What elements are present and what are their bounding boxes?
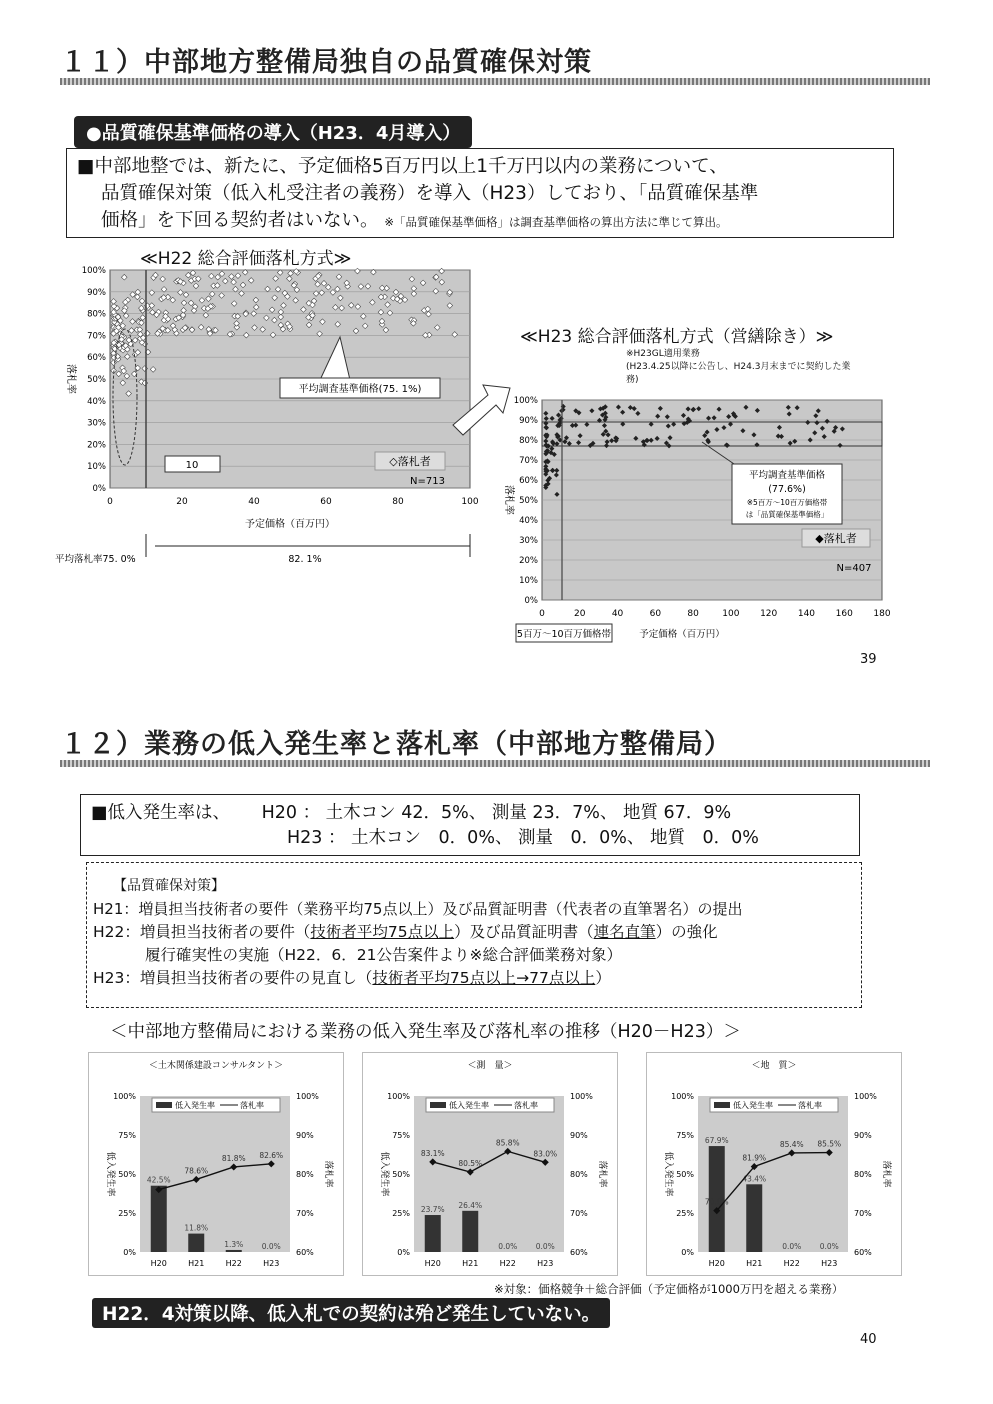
h23-y-tick: 50% (519, 496, 538, 506)
combo-bar-label: 42.5% (146, 1175, 171, 1185)
combo-line-label: 85.5% (817, 1139, 842, 1149)
rate-box (80, 794, 860, 856)
h22-y-tick: 80% (87, 309, 106, 320)
h23-note-3: 務) (626, 375, 639, 385)
combo-legend-bar: 低入発生率 (733, 1101, 773, 1110)
intro-line-2: 品質確保対策（低入札受注者の義務）を導入（H23）しており、「品質確保基準 (101, 183, 759, 204)
intro-line-3 (77, 207, 883, 236)
combo-legend-bar-swatch (430, 1102, 446, 1108)
page-title-12: １２）業務の低入発生率と落札率（中部地方整備局） (60, 729, 732, 760)
h23-title: ≪H23 総合評価落札方式（営繕除き）≫ (520, 327, 834, 347)
h23-y-tick: 10% (519, 576, 538, 586)
combo-y2-label: 落札率 (881, 1160, 891, 1188)
combo-y-tick: 0% (681, 1248, 694, 1257)
h23-y-tick: 80% (519, 436, 538, 446)
h23-y-tick: 70% (519, 456, 538, 466)
h22-x-tick: 80 (392, 497, 404, 507)
rate-h20: H20 ： 土木コン 42．5%、 測量 23．7%、 地質 67．9% (261, 803, 732, 823)
combo-y-tick: 0% (397, 1248, 410, 1257)
combo-line-label: 82.6% (259, 1150, 284, 1160)
combo-x-tick: H21 (188, 1259, 205, 1268)
page-number-40: 40 (860, 1332, 877, 1347)
measures-box (86, 862, 862, 1008)
combo-line-label: 81.8% (221, 1153, 246, 1163)
combo-x-tick: H21 (462, 1259, 479, 1268)
intro-box (66, 148, 894, 238)
combo-y2-tick: 80% (296, 1170, 314, 1179)
combo-bar-label: 43.4% (742, 1174, 767, 1184)
combo-bar (188, 1234, 204, 1252)
h22-y-tick: 60% (87, 353, 106, 364)
h23-chart (492, 394, 892, 650)
measure-h22-underline-2: 連名直筆 (593, 923, 656, 941)
combo-bar-label: 0.0% (261, 1242, 281, 1251)
measure-h22: H22：増員担当技術者の要件（技術者平均75点以上）及び品質証明書（連名直筆）の強化 (93, 923, 718, 941)
measure-h22-line2: 履行確実性の実施（H22．6．21公告案件より※総合評価業務対象） (145, 946, 622, 964)
combo-legend-line: 落札率 (514, 1101, 538, 1110)
combo-bar-label: 67.9% (704, 1136, 729, 1146)
page-title-11: １１）中部地方整備局独自の品質確保対策 (60, 47, 592, 78)
combo-line-label: 83.0% (533, 1149, 558, 1159)
combo-y-tick: 0% (123, 1248, 136, 1257)
rate-h23: H23 ： 土木コン 0．0%、 測量 0．0%、 地質 0．0% (287, 828, 759, 848)
h23-y-tick: 40% (519, 516, 538, 526)
combo-x-tick: H22 (499, 1259, 516, 1268)
combo-y-label: 低入発生率 (105, 1151, 115, 1197)
combo-y2-label: 落札率 (323, 1160, 333, 1188)
h23-x-label: 予定価格（百万円） (639, 629, 725, 640)
intro-note: ※「品質確保基準価格」は調査基準価格の算出方法に準じて算出。 (384, 215, 728, 229)
h23-x-tick: 80 (687, 609, 699, 619)
combo-y-tick: 100% (671, 1092, 694, 1101)
combo-line-label: 83.1% (420, 1148, 445, 1158)
h23-y-tick: 100% (513, 396, 538, 406)
h23-note-1: ※H23GL適用業務 (626, 349, 700, 359)
combo-y2-tick: 70% (296, 1209, 314, 1218)
measures-head: 【品質確保対策】 (113, 878, 225, 894)
combo-y2-tick: 100% (854, 1092, 877, 1101)
combo-legend-bar-swatch (714, 1102, 730, 1108)
h22-marker-label: 10 (185, 460, 199, 471)
combo-y2-tick: 60% (854, 1248, 872, 1257)
h23-x-tick: 160 (835, 609, 853, 619)
h22-n: N=713 (410, 476, 445, 487)
combo-y-label: 低入発生率 (663, 1151, 673, 1197)
h22-callout: 平均調査基準価格(75. 1%) (298, 384, 422, 395)
h22-x-tick: 20 (176, 497, 188, 507)
combo-bar-label: 26.4% (458, 1200, 483, 1210)
h23-n: N=407 (836, 563, 872, 574)
h23-callout-3: ※5百万～10百万価格帯 (746, 498, 828, 507)
measure-h21: H21：増員担当技術者の要件（業務平均75点以上）及び品質証明書（代表者の直筆署名）の提出 (93, 900, 743, 918)
combo-x-tick: H20 (708, 1259, 725, 1268)
combo-y2-tick: 100% (296, 1092, 319, 1101)
combo-x-tick: H22 (225, 1259, 242, 1268)
combo-y-tick: 75% (392, 1131, 410, 1140)
combo-bar (151, 1186, 167, 1252)
combo-title: ＜土木関係建設コンサルタント＞ (148, 1061, 284, 1071)
section-label: ●品質確保基準価格の導入（H23．4月導入） (74, 116, 472, 148)
h23-y-tick: 0% (524, 596, 538, 606)
measure-h23-underline: 技術者平均75点以上→77点以上 (372, 969, 596, 987)
h22-x-tick: 0 (107, 497, 113, 507)
combo-y2-tick: 90% (570, 1131, 588, 1140)
h23-y-tick: 20% (519, 556, 538, 566)
h22-title: ≪H22 総合評価落札方式≫ (140, 249, 352, 269)
h23-y-tick: 60% (519, 476, 538, 486)
combo-line-label: 85.4% (779, 1139, 804, 1149)
rate-prefix: ■低入発生率は、 (91, 803, 231, 823)
combo-y-tick: 50% (676, 1170, 694, 1179)
combo-bar-label: 1.3% (224, 1239, 244, 1249)
h22-y-tick: 90% (87, 287, 106, 298)
footnote: ※対象：価格競争＋総合評価（予定価格が1000万円を超える業務） (494, 1282, 844, 1296)
combo-y2-tick: 70% (854, 1209, 872, 1218)
measure-h22-underline-1: 技術者平均75点以上 (310, 923, 455, 941)
h23-x-tick: 20 (574, 609, 586, 619)
h23-callout-4: は「品質確保基準価格」 (745, 510, 829, 519)
h23-callout-1: 平均調査基準価格 (748, 470, 826, 481)
combo-bar-label: 23.7% (420, 1205, 445, 1215)
combo-title: ＜地 質＞ (751, 1061, 797, 1071)
combo-x-tick: H23 (821, 1259, 838, 1268)
h22-y-tick: 0% (92, 484, 106, 494)
h23-x-tick: 120 (760, 609, 778, 619)
conclusion-banner: H22．4対策以降、低入札での契約は殆ど発生していない。 (92, 1298, 610, 1328)
combo-line-label: 70.6% (704, 1197, 729, 1207)
combo-y-tick: 25% (118, 1209, 136, 1218)
combo-legend-bar-swatch (156, 1102, 172, 1108)
chart-section-title: ＜中部地方整備局における業務の低入発生率及び落札率の推移（H20－H23）＞ (110, 1022, 741, 1042)
h23-note-2: (H23.4.25以降に公告し、H24.3月末までに契約した業 (626, 362, 851, 372)
h23-x-tick: 60 (649, 609, 662, 619)
combo-y2-tick: 90% (854, 1131, 872, 1140)
combo-title: ＜測 量＞ (467, 1061, 513, 1071)
h22-y-tick: 30% (87, 418, 106, 429)
h22-x-tick: 40 (248, 497, 260, 507)
combo-legend-bar: 低入発生率 (449, 1101, 489, 1110)
combo-y-tick: 75% (676, 1131, 694, 1140)
combo-y-tick: 100% (387, 1092, 410, 1101)
h23-x-tick: 100 (722, 609, 740, 619)
combo-y2-tick: 80% (570, 1170, 588, 1179)
combo-bar-label: 0.0% (498, 1242, 518, 1251)
combo-legend-line: 落札率 (240, 1101, 264, 1110)
combo-y-tick: 50% (118, 1170, 136, 1179)
combo-y-label: 低入発生率 (379, 1151, 389, 1197)
h23-callout-2: (77.6%) (768, 484, 806, 495)
combo-y2-tick: 60% (296, 1248, 314, 1257)
combo-chart-survey (362, 1052, 618, 1276)
combo-x-tick: H22 (783, 1259, 800, 1268)
combo-chart-civil (88, 1052, 344, 1276)
h23-x-tick: 40 (611, 609, 624, 619)
combo-bar-label: 0.0% (782, 1242, 802, 1251)
intro-line-1: ■中部地整では、新たに、予定価格5百万円以上1千万円以内の業務について、 (77, 156, 728, 177)
combo-bar (746, 1184, 762, 1252)
combo-y2-tick: 60% (570, 1248, 588, 1257)
combo-bar-label: 11.8% (184, 1223, 209, 1233)
h22-y-tick: 70% (87, 331, 106, 342)
combo-line-label: 78.6% (184, 1166, 209, 1176)
combo-y2-label: 落札率 (597, 1160, 607, 1188)
h22-x-tick: 60 (320, 497, 332, 507)
h22-legend: ◇落札者 (389, 455, 431, 468)
h22-x-label: 予定価格（百万円） (245, 519, 335, 530)
combo-y2-tick: 90% (296, 1131, 314, 1140)
h23-y-label: 落札率 (503, 485, 514, 515)
combo-bar (425, 1215, 441, 1252)
combo-y-tick: 25% (392, 1209, 410, 1218)
combo-bar (226, 1250, 242, 1252)
h23-band-label: 5百万～10百万価格帯 (516, 629, 612, 640)
combo-x-tick: H21 (746, 1259, 763, 1268)
h23-legend: ◆落札者 (815, 532, 857, 545)
intro-line-3-text: 価格」を下回る契約者はいない。 (101, 210, 379, 231)
combo-line-label: 81.9% (742, 1153, 767, 1163)
h23-notes (626, 348, 850, 387)
combo-y-tick: 100% (113, 1092, 136, 1101)
combo-legend-bar: 低入発生率 (175, 1101, 215, 1110)
combo-chart-geology (646, 1052, 902, 1276)
h22-y-tick: 20% (87, 440, 106, 451)
combo-bar-label: 0.0% (535, 1242, 555, 1251)
combo-y-tick: 75% (118, 1131, 136, 1140)
combo-y-tick: 25% (676, 1209, 694, 1218)
combo-x-tick: H20 (424, 1259, 441, 1268)
h23-y-tick: 30% (519, 536, 538, 546)
combo-legend-line: 落札率 (798, 1101, 822, 1110)
h22-avg-left: 平均落札率75. 0% (55, 554, 136, 565)
h22-y-tick: 100% (81, 266, 106, 276)
combo-line-label: 80.5% (458, 1159, 483, 1169)
h22-x-tick: 100 (461, 497, 479, 507)
h23-x-tick: 140 (797, 609, 816, 619)
h22-y-tick: 40% (87, 396, 106, 407)
h22-avg-right: 82. 1% (288, 554, 322, 565)
measure-h23: H23：増員担当技術者の要件の見直し（技術者平均75点以上→77点以上） (93, 969, 611, 987)
combo-y2-tick: 70% (570, 1209, 588, 1218)
combo-x-tick: H20 (150, 1259, 167, 1268)
title-rule-2 (60, 760, 930, 767)
combo-y2-tick: 80% (854, 1170, 872, 1179)
combo-y-tick: 50% (392, 1170, 410, 1179)
h22-y-tick: 50% (87, 375, 106, 385)
h23-y-tick: 90% (519, 416, 538, 426)
page-number-39: 39 (860, 652, 877, 667)
rate-line-h20 (91, 801, 849, 826)
combo-x-tick: H23 (537, 1259, 554, 1268)
h22-chart (50, 262, 490, 582)
combo-line-label: 85.8% (495, 1138, 520, 1148)
title-rule (60, 78, 930, 85)
h22-y-label: 落札率 (65, 364, 76, 394)
combo-bar-label: 0.0% (819, 1242, 839, 1251)
combo-y2-tick: 100% (570, 1092, 593, 1101)
h22-y-tick: 10% (87, 462, 106, 473)
combo-x-tick: H23 (263, 1259, 280, 1268)
h23-x-tick: 0 (539, 609, 545, 619)
combo-bar (462, 1211, 478, 1252)
h23-x-tick: 180 (873, 609, 891, 619)
